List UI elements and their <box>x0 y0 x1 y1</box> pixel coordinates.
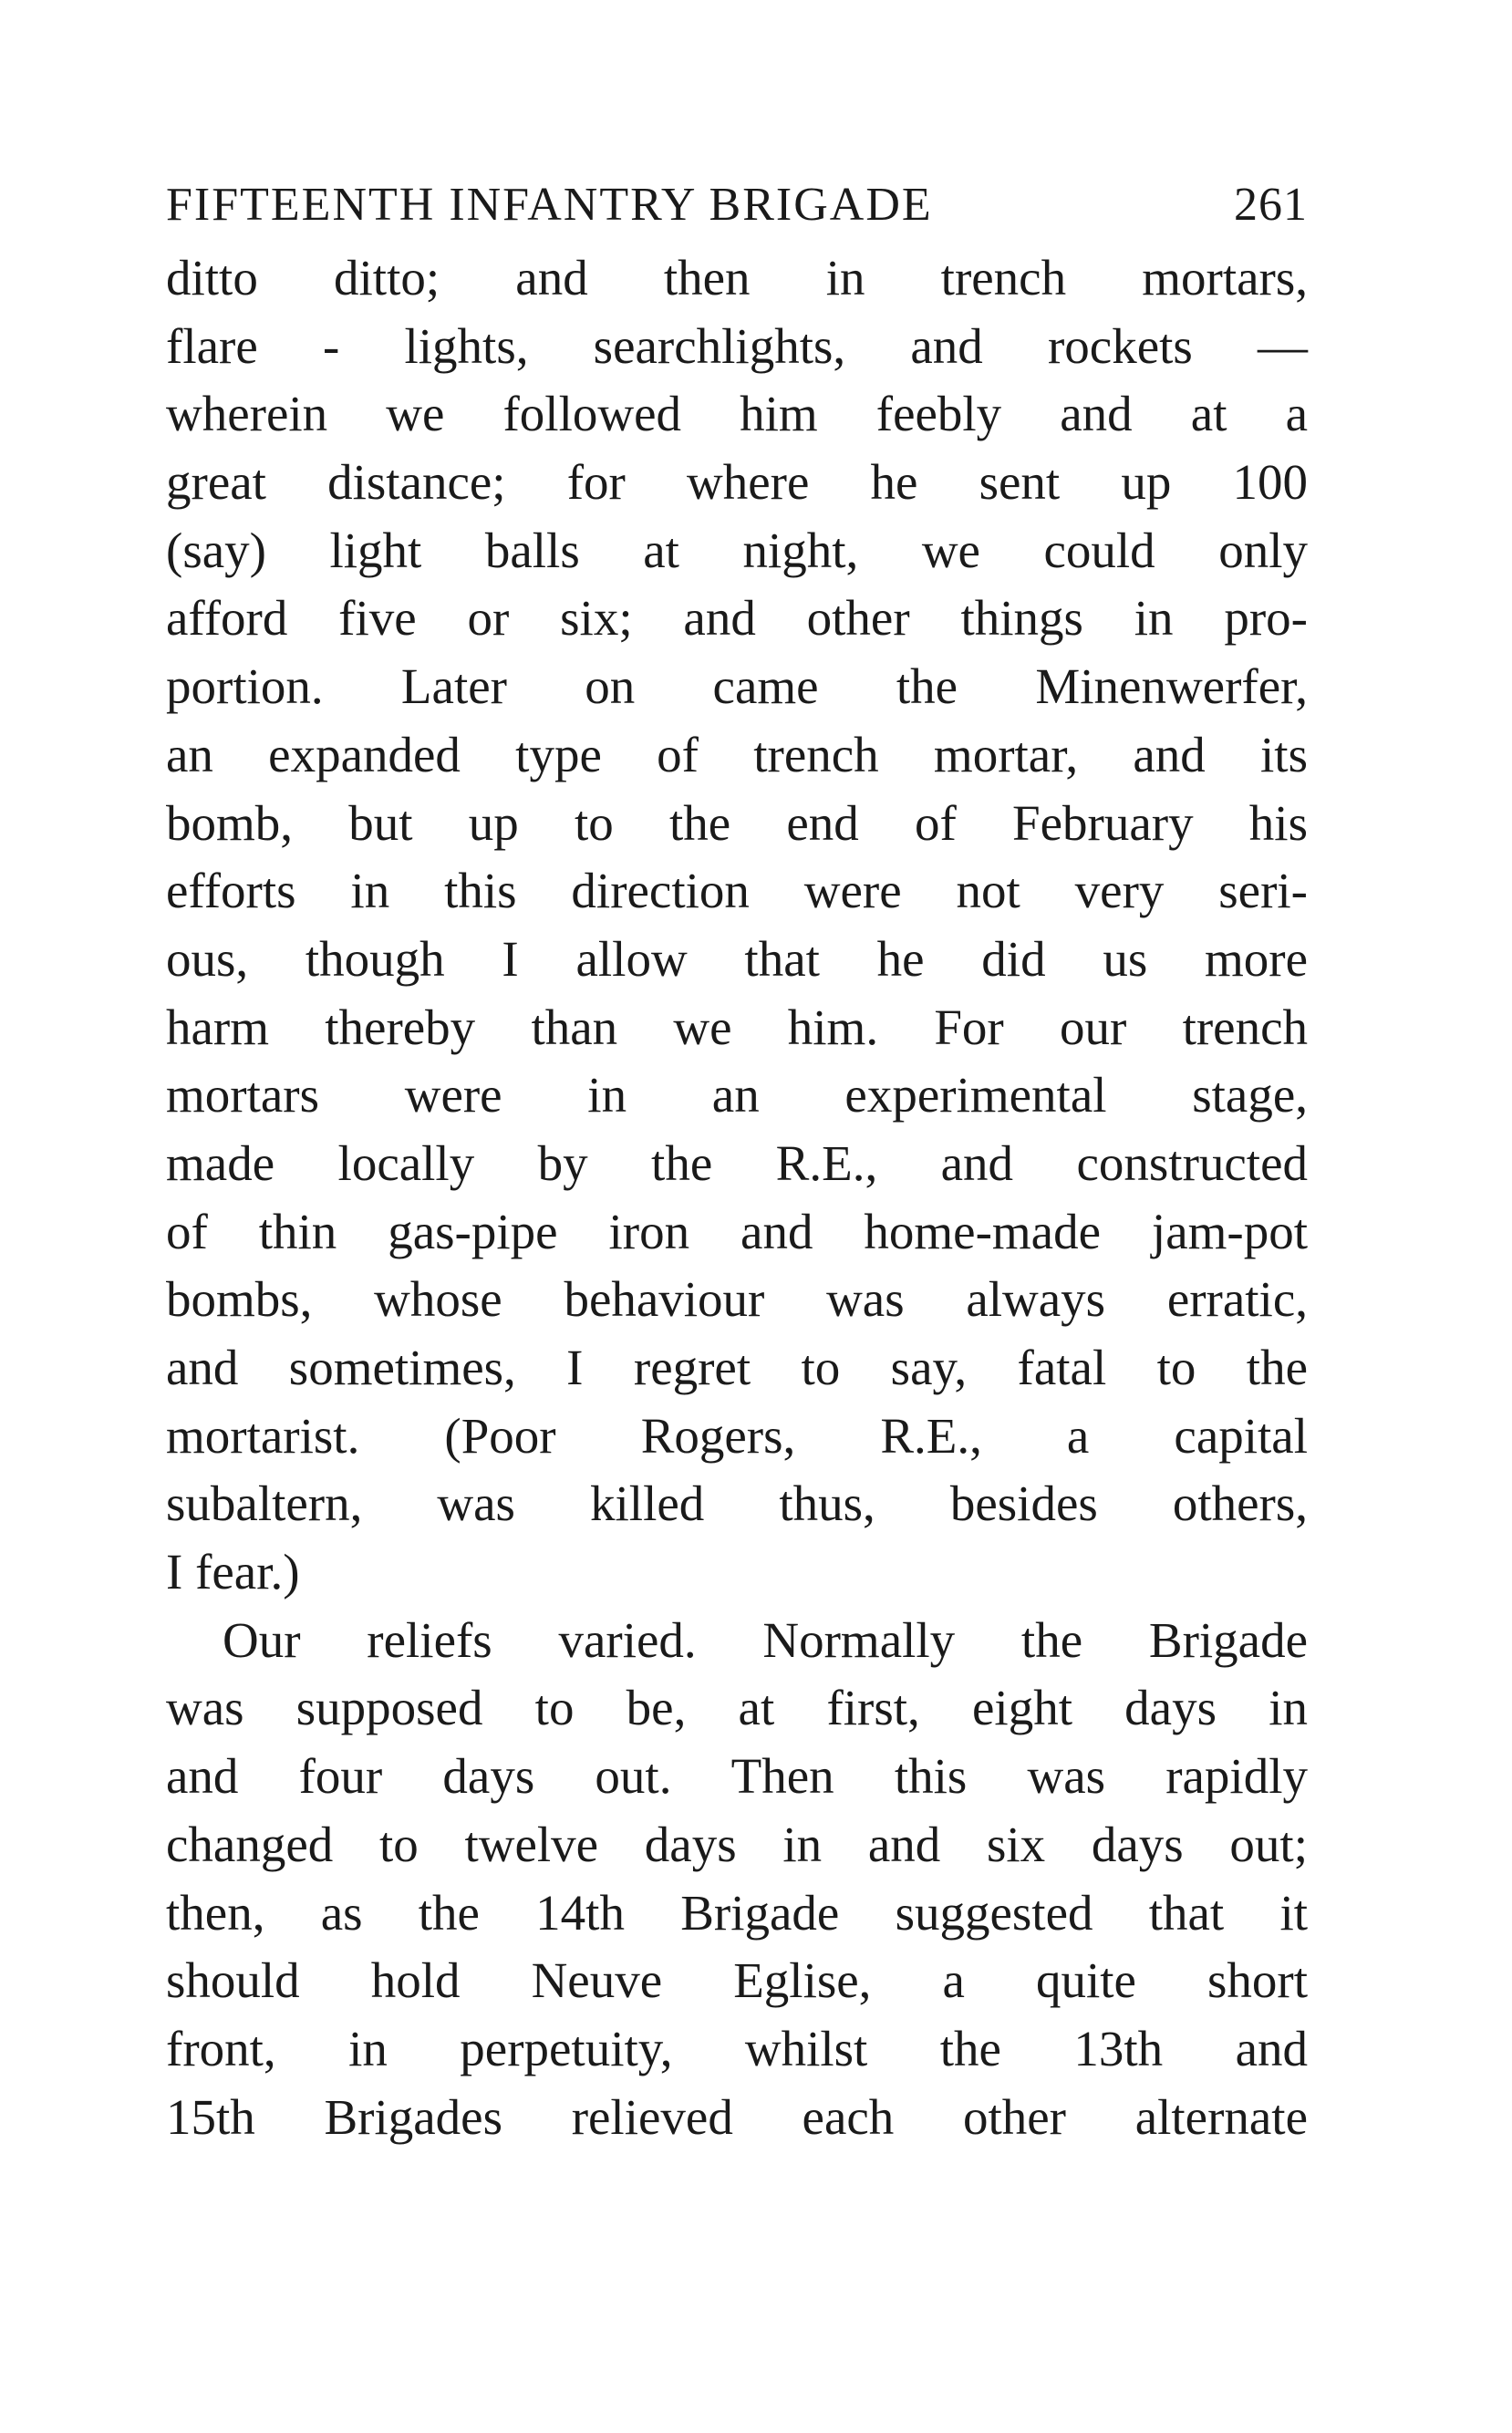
text-line: (say) light balls at night, we could only <box>166 522 1308 578</box>
text-line: an expanded type of trench mortar, and its <box>166 726 1308 782</box>
text-line: great distance; for where he sent up 100 <box>166 454 1308 511</box>
text-line: mortarist. (Poor Rogers, R.E., a capital <box>166 1407 1308 1464</box>
text-line: efforts in this direction were not very seri- <box>166 863 1308 919</box>
text-line: made locally by the R.E., and constructed <box>166 1134 1308 1191</box>
text-line: ditto ditto; and then in trench mortars, <box>166 250 1308 305</box>
text-line: was supposed to be, at first, eight days in <box>166 1680 1308 1736</box>
book-page <box>166 173 1308 2151</box>
running-head <box>166 173 1308 237</box>
text-line: 15th Brigades relieved each other alternate <box>166 2088 1308 2145</box>
text-line: should hold Neuve Eglise, a quite short <box>166 1952 1308 2009</box>
text-line: portion. Later on came the Minenwerfer, <box>166 658 1308 715</box>
text-line: bombs, whose behaviour was always erratic, <box>166 1271 1308 1328</box>
text-line: Our reliefs varied. Normally the Brigade <box>223 1611 1308 1668</box>
body-text <box>166 244 1308 2151</box>
text-line: mortars were in an experimental stage, <box>166 1067 1308 1123</box>
running-title: FIFTEENTH INFANTRY BRIGADE <box>166 179 933 231</box>
text-line: ous, though I allow that he did us more <box>166 930 1308 987</box>
text-line: of thin gas-pipe iron and home-made jam-pot <box>166 1203 1308 1259</box>
text-line: afford five or six; and other things in pro- <box>166 590 1308 647</box>
text-line: harm thereby than we him. For our trench <box>166 999 1308 1055</box>
text-line: then, as the 14th Brigade suggested that it <box>166 1884 1308 1941</box>
text-line: flare - lights, searchlights, and rockets — <box>166 317 1308 374</box>
text-line: wherein we followed him feebly and at a <box>166 386 1308 442</box>
text-line: subaltern, was killed thus, besides others, <box>166 1475 1308 1532</box>
text-line: and sometimes, I regret to say, fatal to the <box>166 1340 1308 1395</box>
text-line: front, in perpetuity, whilst the 13th and <box>166 2020 1308 2076</box>
text-line: I fear.) <box>166 1544 300 1600</box>
text-line: changed to twelve days in and six days out; <box>166 1816 1308 1872</box>
text-line: and four days out. Then this was rapidly <box>166 1748 1308 1805</box>
page-number: 261 <box>1234 179 1308 231</box>
text-line: bomb, but up to the end of February his <box>166 794 1308 851</box>
